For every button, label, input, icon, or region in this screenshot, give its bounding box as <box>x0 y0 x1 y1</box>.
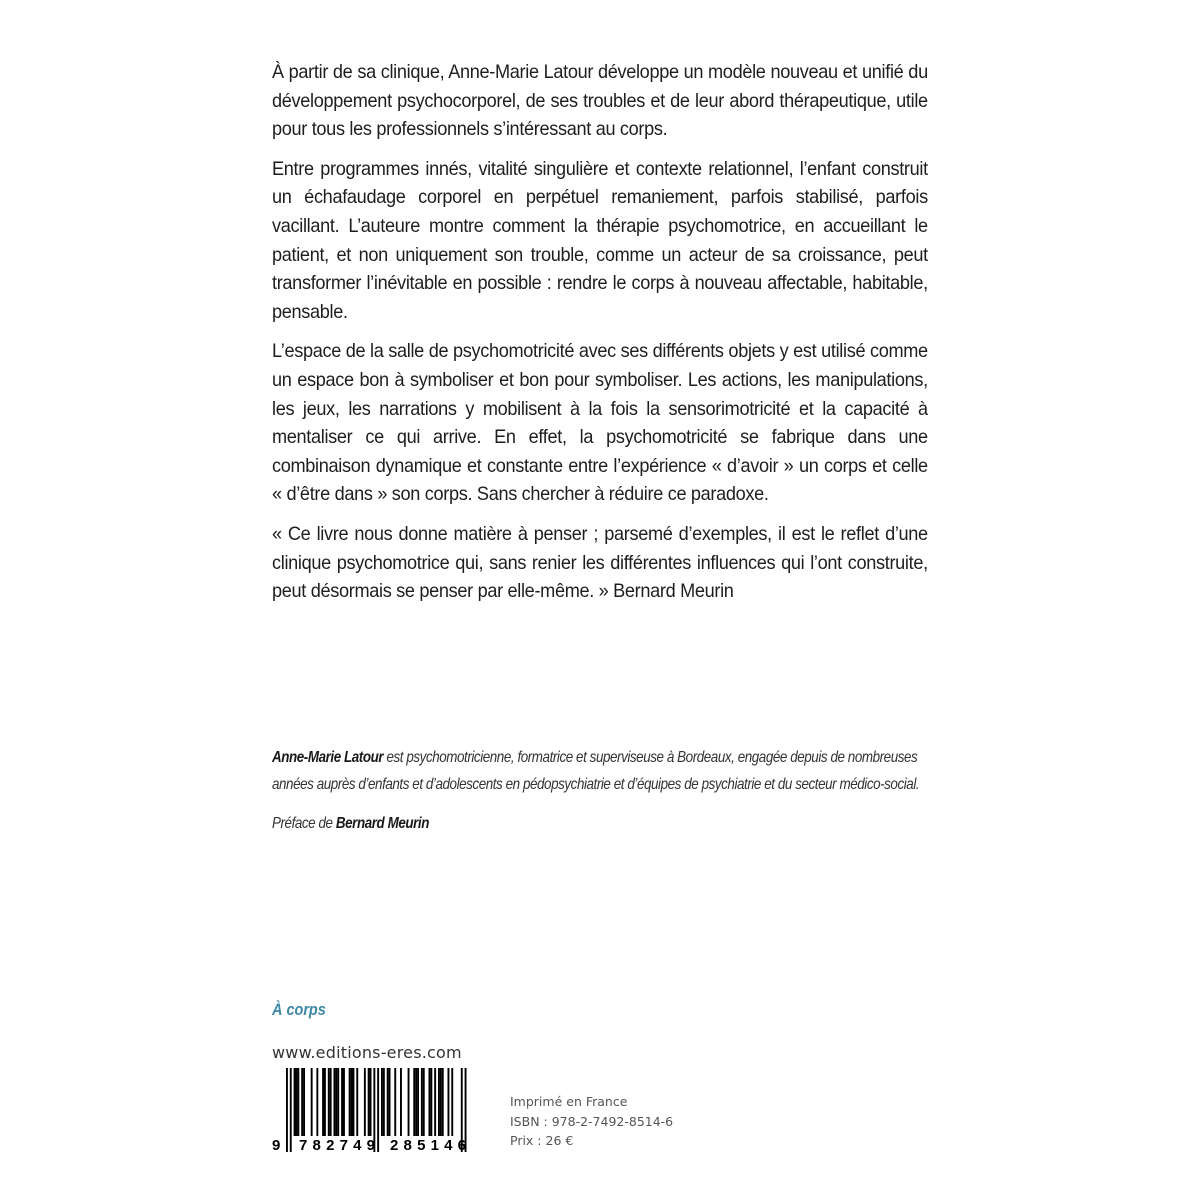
barcode-bar <box>381 1068 383 1136</box>
barcode-bar <box>341 1068 343 1136</box>
collection-name: À corps <box>272 1000 326 1019</box>
barcode-left-digits: 782749 <box>299 1137 375 1152</box>
barcode-bar <box>421 1068 423 1136</box>
barcode-bar <box>364 1068 366 1136</box>
barcode-bar <box>417 1068 419 1136</box>
barcode-bar <box>301 1068 303 1136</box>
barcode-bar <box>442 1068 444 1136</box>
barcode-bar <box>408 1068 410 1136</box>
barcode-bar <box>429 1068 431 1136</box>
barcode-bar <box>451 1068 453 1136</box>
barcode-bar <box>353 1068 355 1136</box>
barcode-bar <box>294 1068 296 1136</box>
barcode-bar <box>351 1068 353 1136</box>
preface-line <box>272 811 926 838</box>
isbn-barcode <box>272 1068 482 1152</box>
author-bio-text <box>272 745 926 799</box>
barcode-bar <box>383 1068 385 1136</box>
barcode-bar <box>290 1068 292 1152</box>
barcode-bar <box>335 1068 337 1136</box>
barcode-bar <box>343 1068 345 1136</box>
barcode-bar <box>330 1068 332 1136</box>
barcode-right-digits: 285146 <box>390 1137 466 1152</box>
barcode-bar <box>413 1068 415 1136</box>
barcode-bar <box>377 1068 379 1152</box>
price: Prix : 26 € <box>510 1133 574 1148</box>
barcode-bar <box>311 1068 313 1136</box>
barcode-bar <box>337 1068 339 1136</box>
barcode-bar <box>296 1068 298 1136</box>
publisher-website[interactable]: www.editions-eres.com <box>272 1043 462 1062</box>
barcode-bar <box>448 1068 450 1136</box>
barcode-bar <box>415 1068 417 1136</box>
printed-in: Imprimé en France <box>510 1094 628 1109</box>
barcode-bar <box>370 1068 372 1136</box>
description <box>272 58 928 617</box>
barcode-bar <box>324 1068 326 1136</box>
barcode-bar <box>387 1068 389 1136</box>
barcode-bar <box>430 1068 432 1136</box>
barcode-bar <box>286 1068 288 1152</box>
barcode-bar <box>356 1068 358 1136</box>
author-bio <box>272 745 928 849</box>
preface-label: Préface de <box>272 814 336 832</box>
barcode-bar <box>368 1068 370 1136</box>
barcode-bar <box>394 1068 396 1136</box>
preface-author: Bernard Meurin <box>335 814 429 832</box>
description-paragraph-3: L’espace de la salle de psychomotricité avec ses différents objets y est utilisé comme un espace bon à symboliser et bon pour symboliser. Les actions, les manipulations, les jeux, les narrations y mobilisent à la fois la sensorimotricité et la capacité à mentaliser ce qui arrive. En effet, la psychomotricité se fabrique dans une combinaison dynamique et constante entre l’expérience « d’avoir » un corps et celle « d’être dans » son corps. Sans chercher à réduire ce paradoxe. <box>272 340 928 506</box>
isbn: ISBN : 978-2-7492-8514-6 <box>510 1113 674 1129</box>
barcode-bar <box>322 1068 324 1136</box>
barcode-bar <box>297 1068 299 1136</box>
barcode-bar <box>349 1068 351 1136</box>
author-bio-body: est psychomotricienne, formatrice et superviseuse à Bordeaux, engagée depuis de nombreuses années auprès d’enfants et d’adolescents en pédopsychiatrie et d’équipes de psychiatrie et du secteur médico-social. <box>272 749 920 793</box>
barcode-bar <box>389 1068 391 1136</box>
description-quote: « Ce livre nous donne matière à penser ; parsemé d’exemples, il est le reflet d’une clinique psychomotrice qui, sans renier les différentes influences qui l’ont construite, peut désormais se penser par elle-même. » Bernard Meurin <box>272 522 928 603</box>
barcode-bar <box>434 1068 436 1136</box>
barcode-bar <box>440 1068 442 1136</box>
author-name: Anne-Marie Latour <box>272 749 384 766</box>
description-paragraph-1: À partir de sa clinique, Anne-Marie Latour développe un modèle nouveau et unifié du développement psychocorporel, de ses troubles et de leur abord thérapeutique, utile pour tous les professionnels s’intéressant au corps. <box>272 61 928 141</box>
barcode-bar <box>334 1068 336 1136</box>
barcode-bar <box>303 1068 305 1136</box>
barcode-bar <box>400 1068 402 1136</box>
description-paragraph-2: Entre programmes innés, vitalité singulière et contexte relationnel, l’enfant construit un échafaudage corporel en perpétuel remaniement, parfois stabilisé, parfois vacillant. L’auteure montre comment la thérapie psychomotrice, en accueillant le patient, et non uniquement son trouble, comme un acteur de sa croissance, peut transformer l’inévitable en possible : rendre le corps à nouveau affectable, habitable, pensable. <box>272 157 928 323</box>
imprint-info <box>510 1092 673 1151</box>
barcode-bar <box>423 1068 425 1136</box>
barcode-first-digit: 9 <box>272 1137 281 1152</box>
barcode-bar <box>328 1068 330 1136</box>
barcode-bar <box>316 1068 318 1136</box>
barcode-bar <box>438 1068 440 1136</box>
